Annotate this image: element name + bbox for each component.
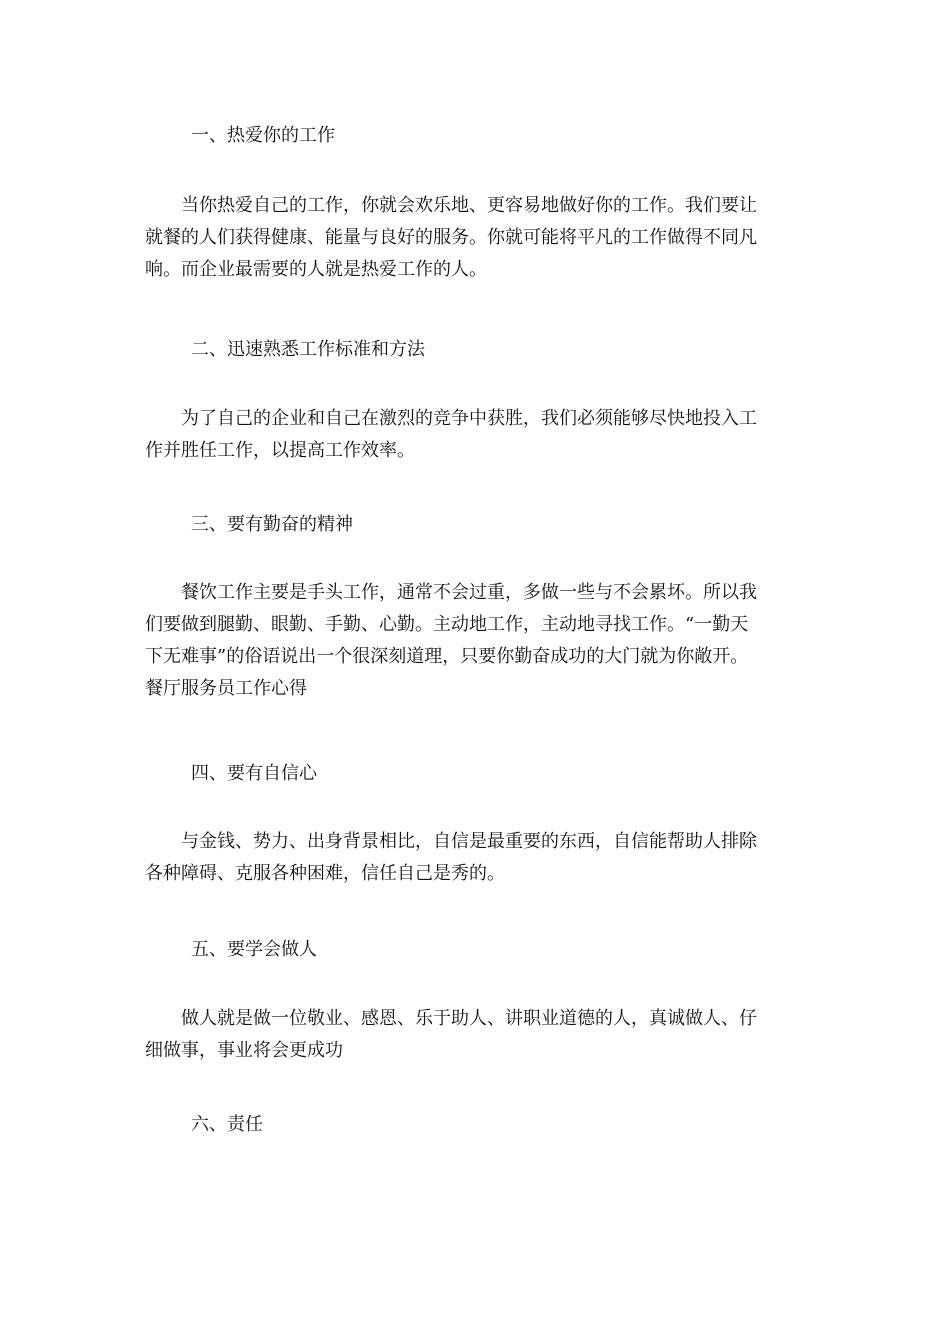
body-line: 们要做到腿勤、眼勤、手勤、心勤。主动地工作，主动地寻找工作。“一勤天	[145, 614, 749, 635]
section-body-2	[145, 403, 810, 467]
body-line: 当你热爱自己的工作，你就会欢乐地、更容易地做好你的工作。我们要让	[145, 195, 757, 216]
section-heading-3: 三、要有勤奋的精神	[191, 514, 353, 535]
body-line: 餐饮工作主要是手头工作，通常不会过重，多做一些与不会累坏。所以我	[145, 582, 757, 603]
section-body-4	[145, 826, 810, 890]
body-line: 各种障碍、克服各种困难，信任自己是秀的。	[145, 863, 505, 884]
body-line: 就餐的人们获得健康、能量与良好的服务。你就可能将平凡的工作做得不同凡	[145, 227, 757, 248]
section-heading-5: 五、要学会做人	[191, 939, 317, 960]
body-line: 下无难事”的俗语说出一个很深刻道理，只要你勤奋成功的大门就为你敞开。	[145, 646, 749, 667]
body-line: 做人就是做一位敬业、感恩、乐于助人、讲职业道德的人，真诚做人、仔	[145, 1008, 757, 1029]
body-line: 响。而企业最需要的人就是热爱工作的人。	[145, 259, 487, 280]
body-line: 细做事，事业将会更成功	[145, 1040, 343, 1061]
section-body-3	[145, 577, 810, 705]
body-line: 为了自己的企业和自己在激烈的竞争中获胜，我们必须能够尽快地投入工	[145, 408, 757, 429]
section-heading-2: 二、迅速熟悉工作标准和方法	[191, 339, 425, 360]
section-heading-4: 四、要有自信心	[191, 763, 317, 784]
body-line: 餐厅服务员工作心得	[145, 678, 307, 699]
body-line: 与金钱、势力、出身背景相比，自信是最重要的东西，自信能帮助人排除	[145, 831, 757, 852]
section-heading-6: 六、责任	[191, 1114, 263, 1135]
section-body-1	[145, 190, 810, 286]
body-line: 作并胜任工作，以提高工作效率。	[145, 440, 415, 461]
section-body-5	[145, 1003, 810, 1067]
section-heading-1: 一、热爱你的工作	[191, 125, 335, 146]
